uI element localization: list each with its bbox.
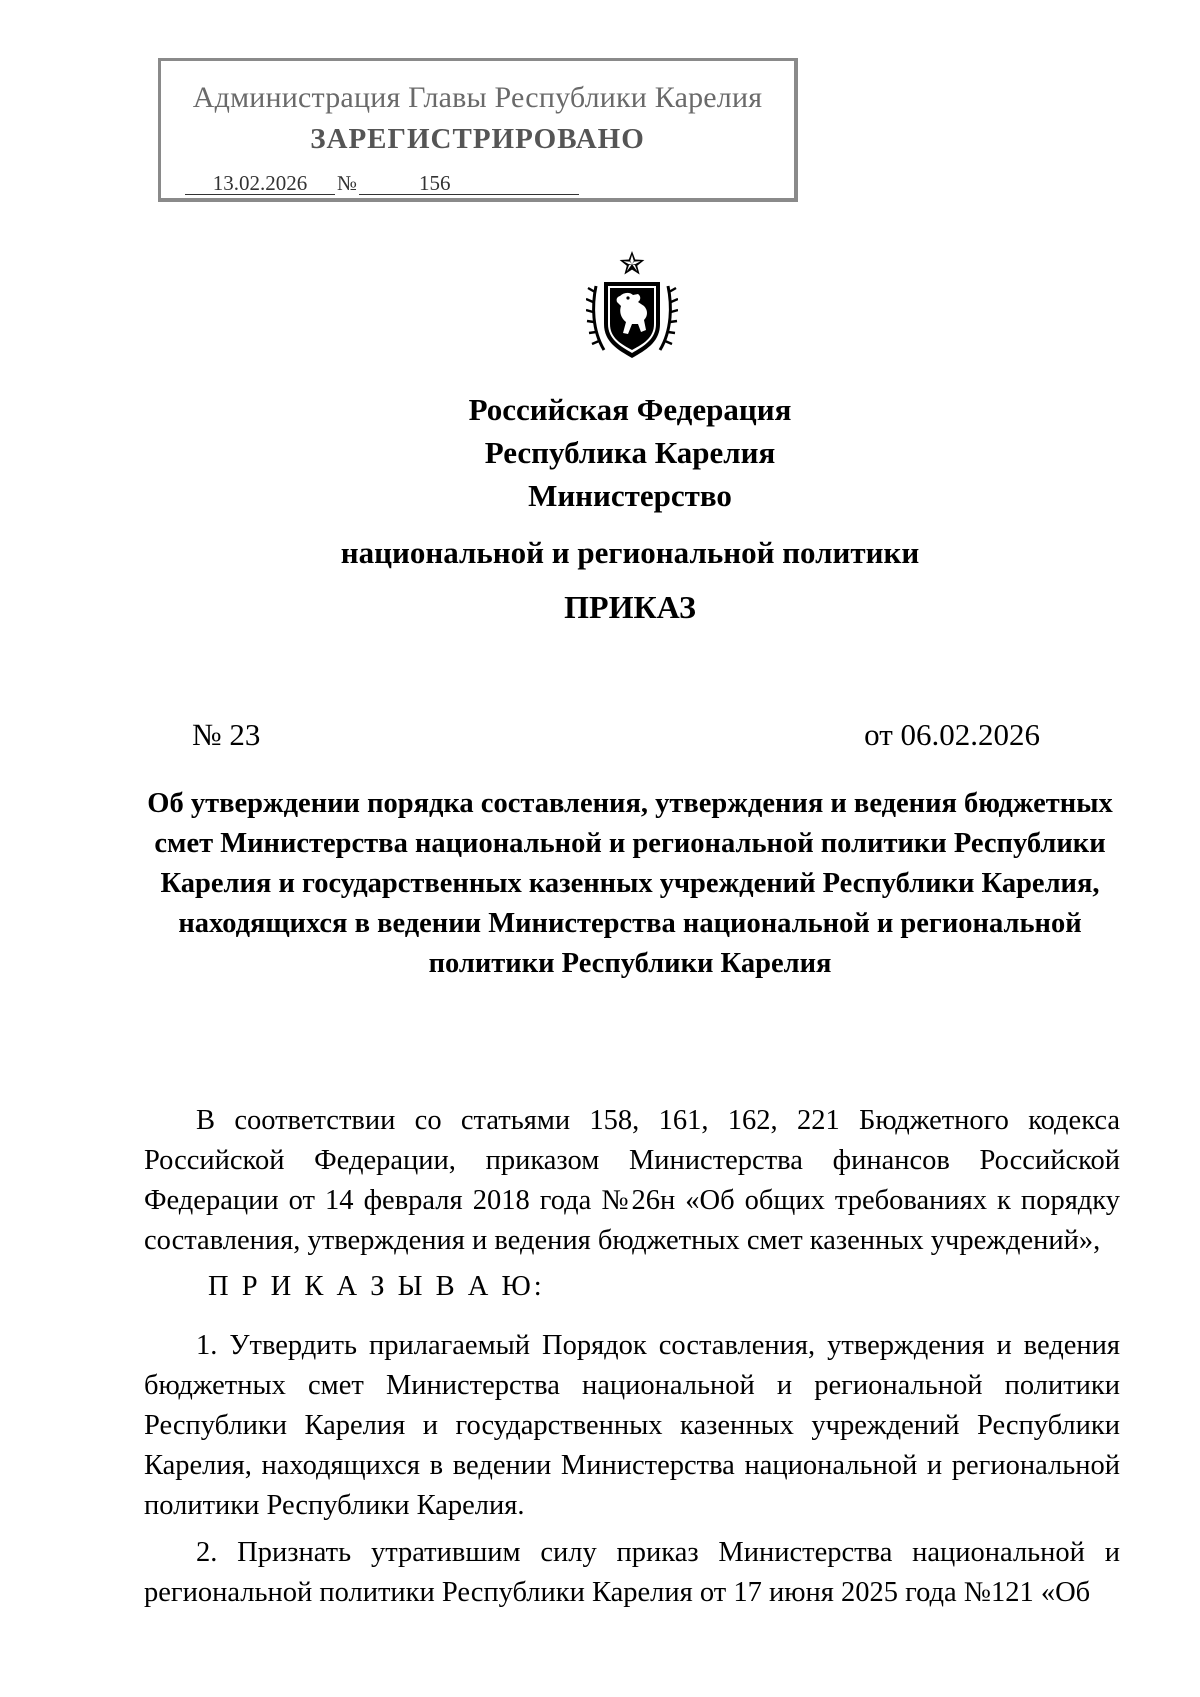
- stamp-registration-line: [185, 171, 579, 196]
- karelia-coat-of-arms-icon: [586, 250, 678, 362]
- stamp-date: 13.02.2026: [185, 172, 335, 195]
- order-word: П Р И К А З Ы В А Ю:: [208, 1271, 545, 1302]
- stamp-status: ЗАРЕГИСТРИРОВАНО: [310, 123, 645, 155]
- header-ministry-name: национальной и региональной политики: [340, 535, 920, 570]
- header-ministry: Министерство: [528, 478, 732, 513]
- stamp-number-label: №: [337, 171, 358, 195]
- order-item-2: 2. Признать утратившим силу приказ Министерства национальной и региональной политики Республики Карелия от 17 июня 2025 года №121 «Об: [144, 1537, 1120, 1608]
- registration-stamp: [158, 58, 798, 202]
- order-date: от 06.02.2026: [864, 717, 1040, 752]
- order-item-1: 1. Утвердить прилагаемый Порядок составления, утверждения и ведения бюджетных смет Министерства национальной и региональной политики Республики Карелия и государственных казенных учреждений Республики Карелия, находящихся в ведении Министерства национальной и региональной политики Республики Карелия.: [144, 1330, 1120, 1521]
- stamp-number: 156: [359, 172, 579, 195]
- header-country: Российская Федерация: [468, 392, 792, 427]
- preamble-paragraph: В соответствии со статьями 158, 161, 162, 221 Бюджетного кодекса Российской Федерации, приказом Министерства финансов Российской Федерации от 14 февраля 2018 года №26н «Об общих требованиях к порядку составления, утверждения и ведения бюджетных смет казенных учреждений»,: [144, 1105, 1120, 1256]
- stamp-organization: Администрация Главы Республики Карелия: [192, 81, 763, 114]
- header-republic: Республика Карелия: [484, 435, 776, 470]
- order-subject: Об утверждении порядка составления, утверждения и ведения бюджетных смет Министерства национальной и региональной политики Республики Карелия и государственных казенных учреждений Республики Карелия, находящихся в ведении Министерства национальной и региональной политики Республики Карелия: [147, 788, 1113, 979]
- order-number: № 23: [192, 717, 261, 752]
- document-type: ПРИКАЗ: [564, 589, 696, 625]
